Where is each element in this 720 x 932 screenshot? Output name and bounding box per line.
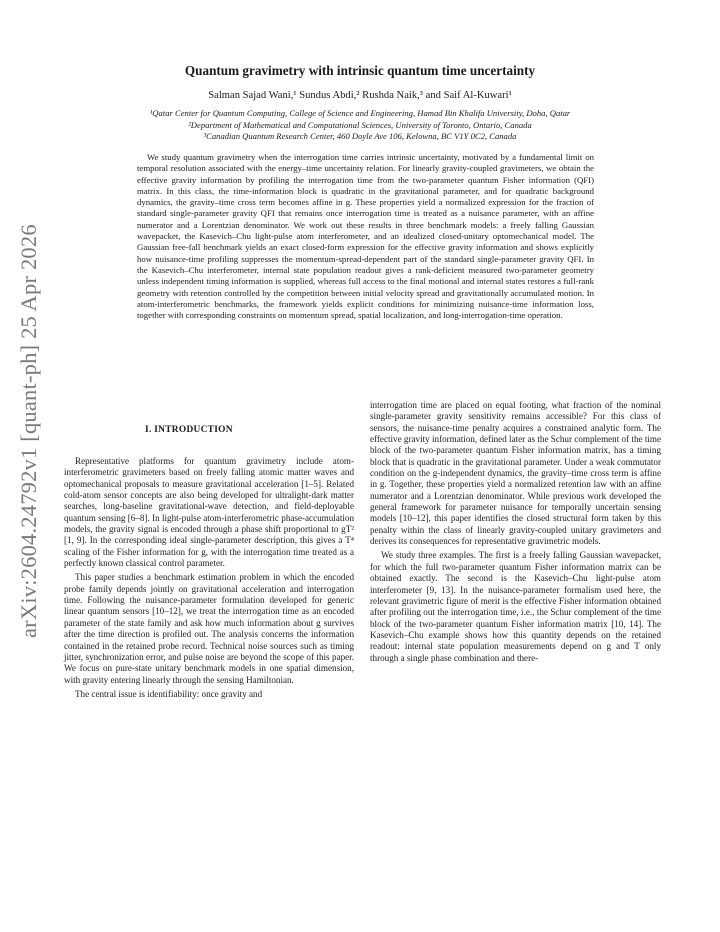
abstract-text: We study quantum gravimetry when the interrogation time carries intrinsic uncertainty, motivated by a fundamental limit on temporal resolution associated with the energy–time uncertainty relation. For linearly gravity-coupled gravimeters, we obtain the effective gravity information by profiling the interrogation time from the two-parameter quantum Fisher information (QFI) matrix. In this class, the time-information block is quadratic in the gravitational parameter, and for quadratic background dynamics, the gravity–time cross term becomes affine in g. These properties yield a normalized expression for the fraction of standard single-parameter gravity QFI that remains once interrogation time is treated as a nuisance parameter, with an affine numerator and a Lorentzian denominator. We work out these results in three benchmark models: a freely falling Gaussian wavepacket, the Kasevich–Chu light-pulse atom interferometer, and an idealized closed-unitary optomechanical model. The Gaussian free-fall benchmark yields an exact closed-form expression for the effective gravity information and shows explicitly how nuisance-time profiling suppresses the momentum-spread-dependent part of the standard single-parameter gravity QFI. In the Kasevich–Chu interferometer, internal state population readout gives a rank-deficient measured two-parameter geometry unless independent timing information is supplied, whereas full access to the final motional and internal states restores a full-rank geometry with retention controlled by the competition between initial velocity spread and gravitationally accumulated motion. In atom-interferometric benchmarks, the framework yields explicit conditions for minimizing nuisance-time information loss, together with corresponding constraints on momentum spread, spatial localization, and long-interrogation-time operation. [137,152,594,321]
paragraph: The central issue is identifiability: once gravity and [75,688,263,699]
abstract [137,152,594,321]
left-column [64,456,354,703]
paper-title: Quantum gravimetry with intrinsic quantum time uncertainty [184,63,536,78]
author-list: Salman Sajad Wani,¹ Sundus Abdi,² Rushda Naik,³ and Saif Al-Kuwari¹ [208,90,512,101]
paragraph: We study three examples. The first is a freely falling Gaussian wavepacket, for which the full two-parameter quantum Fisher information matrix can be obtained exactly. The second is the Kasevich–Chu light-pulse atom interferometer [9, 13]. In the nuisance-parameter formalism used here, the relevant gravimetric figure of merit is the effective Fisher information obtained after profiling out the interrogation time, i.e., the Schur complement of the time block of the two-parameter quantum Fisher information matrix [10, 14]. The Kasevich–Chu example shows how this quantity depends on the retained readout: internal state population measurements depend on g and T only through a single phase combination and there- [370,550,661,663]
affiliation-2: ²Department of Mathematical and Computational Sciences, University of Toronto, Ontario, Canada [188,120,532,130]
paragraph: This paper studies a benchmark estimation problem in which the encoded probe family depends jointly on gravitational acceleration and interrogation time. Following the nuisance-parameter formulation developed for generic linear quantum sensors [10–12], we treat the interrogation time as an encoded parameter of the state family and ask how much information about g survives after the time direction is profiled out. The analysis concerns the information contained in the retained probe record. Technical noise sources such as timing jitter, synchronization error, and pulse noise are beyond the scope of this paper. We focus on pure-state unitary benchmark models in one spatial dimension, with gravity entering linearly through the sensing Hamiltonian. [64,572,354,685]
right-column [370,400,661,667]
affiliation-3: ³Canadian Quantum Research Center, 460 Doyle Ave 106, Kelowna, BC V1Y 0C2, Canada [203,131,517,141]
paragraph: Representative platforms for quantum gravimetry include atom-interferometric gravimeters based on freely falling atomic matter waves and optomechanical proposals to measure gravitational acceleration [1–5]. Related cold-atom sensor concepts are also being developed for ultralight-dark matter searches, long-baseline gravitational-wave detection, and field-deployable quantum sensing [6–8]. In light-pulse atom-interferometric phase-accumulation models, the gravity signal is encoded through a phase shift proportional to gT² [1, 9]. In the corresponding ideal single-parameter description, this gives a T⁴ scaling of the Fisher information for g, with the interrogation time treated as a perfectly known classical control parameter. [64,456,354,569]
section-heading-introduction: I. INTRODUCTION [145,425,233,435]
paragraph: interrogation time are placed on equal footing, what fraction of the nominal single-parameter gravity sensitivity remains accessible? For this class of sensors, the nuisance-time penalty acquires a constrained analytic form. The effective gravity information, defined later as the Schur complement of the time block of the two-parameter quantum Fisher information matrix, has a timing block that is quadratic in the gravitational parameter. Under a weak commutator condition on the g-independent dynamics, the gravity–time cross term is affine in g. Together, these properties yield a normalized retention law with an affine numerator and a Lorentzian denominator. While previous work developed the general framework for parameter nuisance for temporally uncertain sensing models [10–12], this paper identifies the closed structural form taken by this penalty within the class of linearly gravity-coupled unitary gravimeters and derives its consequences for representative gravimetric models. [370,400,661,547]
arxiv-identifier[interactable]: arXiv:2604.24792v1 [quant-ph] 25 Apr 2026 [16,224,41,638]
affiliation-1: ¹Qatar Center for Quantum Computing, College of Science and Engineering, Hamad Bin Khalifa University, Doha, Qatar [149,108,571,118]
